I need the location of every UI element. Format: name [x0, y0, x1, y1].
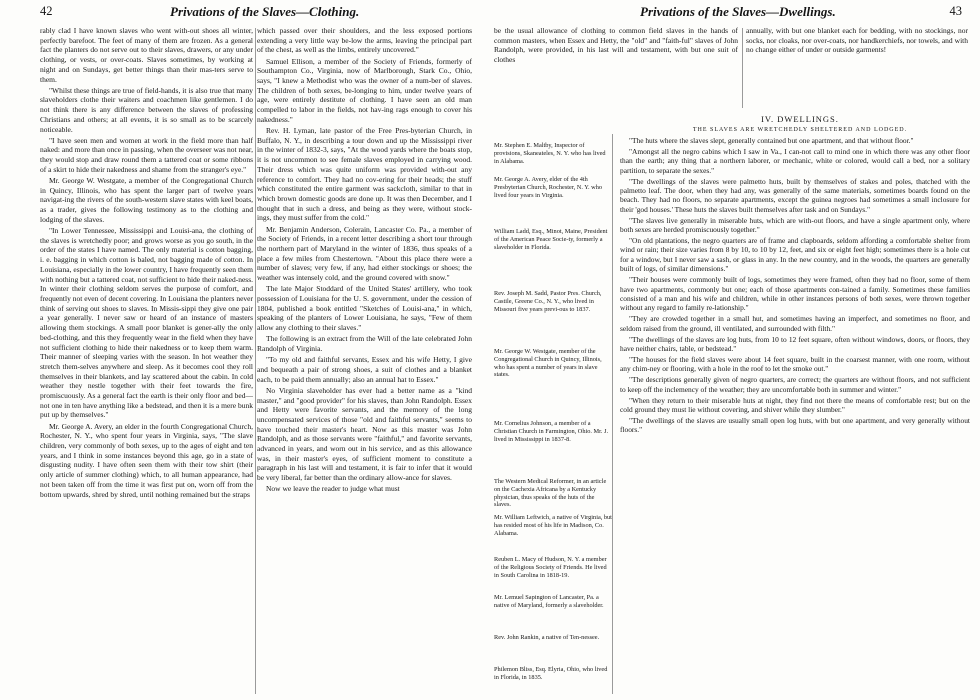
top-right-text [746, 26, 968, 55]
paragraph: "In Lower Tennessee, Mississippi and Louisi-ana, the clothing of the slaves is wretchedly poor; and grows worse as you go south, in the order of the states I have named. The only material is cotton bagging, i. e. bagging in which cotton is baled, not bagging made of cotton. In Louisiana, especially in the lower country, I have frequently seen them with nothing but a tattered coat, not sufficient to hide their naked-ness. In winter their clothing seldom serves the purpose of comfort, and frequently not even of decent covering. In Louisiana the planters never think of serving out shoes to slaves. In Missis-sippi they give one pair a year generally. I never saw or heard of an instance of masters allowing them stockings. A small poor blanket is gener-ally the only bed-clothing, and this they frequently wear in the field when they have not sufficient clothing to hide their nakedness or to keep them warm. Their manner of sleeping varies with the season. In hot weather they stretch them-selves anywhere and sleep. As it becomes cool they roll themselves in their blankets, and lay scattered about the cabin. In cold weather they nestle together with their feet towards the fire, promiscuously. As a general fact the earth is their only floor and bed—not one in ten have anything like a bedstead, and then it is a mere bunk put up by themselves." [40, 226, 253, 420]
paragraph: "The slaves live generally in miserable huts, which are with-out floors, and have a single apartment only, where both sexes are herded promiscuously together." [620, 215, 970, 235]
paragraph: "Their houses were commonly built of logs, sometimes they were framed, often they had no floor, some of them have two apartments, commonly but one; each of those apartments con-tained a family. Sometimes these families consisted of a man and his wife and children, while in other instances persons of both sexes, were thrown together without any regard to family re-lationship." [620, 275, 970, 313]
paragraph: "Whilst these things are true of field-hands, it is also true that many slaveholders clothe their waiters and coachmen like gentlemen. I do not think there is any difference between the slaves of professing Christians and others; at all events, it is so small as to be scarcely noticeable. [40, 85, 253, 134]
paragraph: The late Major Stoddard of the United States' artillery, who took possession of Louisiana for the U. S. government, under the cession of 1804, published a book entitled "Sketches of Louisi-ana," in which, speaking of the planters of Lower Louisiana, he says, "Few of them allow any clothing to their slaves." [257, 284, 472, 333]
side-note: Mr. Stephen E. Maltby, Inspector of provisions, Skaneateles, N. Y. who has lived in Alabama. [494, 142, 606, 165]
paragraph: "The dwellings of the slaves were palmetto huts, built by themselves of stakes and poles, thatched with the palmetto leaf. The door, when they had any, was generally of the same materials, sometimes boards found on the beach. They had no floors, no separate apartments, except the guinea negroes had sometimes a small inclosure for their 'god houses.' These huts the slaves built themselves after task and on Sundays." [620, 176, 970, 214]
paragraph: No Virginia slaveholder has ever had a better name as a "kind master," and "good provider" for his slaves, than John Randolph. Essex and Hetty were favorite servants, and the memory of the long uncompensated services of those "old and faithful servants," seems to have touched their master's heart. Now as this master was John Randolph, and as those servants were "faithful," and favorite servants, advanced in years, and worn out in his service, and as this allowance was, in their master's eyes, of sufficient moment to constitute a paragraph in his last will and testament, it is fair to infer that it would be very liberal, far better than the ordinary allow-ance for slaves. [257, 385, 472, 483]
paragraph: The following is an extract from the Will of the late celebrated John Randolph of Virginia. [257, 334, 472, 353]
paragraph: Mr. Benjamin Anderson, Colerain, Lancaster Co. Pa., a member of the Society of Friends, in a recent letter describing a short tour through the northern part of Maryland in the winter of 1836, thus speaks of a place a few miles from Chestertown. "About this place there were a number of slaves; very few, if any, had either stockings or shoes; the weather was intensely cold, and the ground covered with snow." [257, 224, 472, 283]
side-note: The Western Medical Reformer, in an article on the Cachexia Africana by a Kentucky physician, thus speaks of the huts of the slaves. [494, 478, 607, 509]
paragraph: "Amongst all the negro cabins which I saw in Va., I can-not call to mind one in which there was any other floor than the earth; any thing that a northern laborer, or mechanic, white or colored, would call a bed, nor a solitary partition, to separate the sexes." [620, 146, 970, 175]
right-page [490, 0, 980, 700]
right-running-title: Privations of the Slaves—Dwellings. [640, 4, 836, 19]
paragraph: "When they return to their miserable huts at night, they find not there the means of comfortable rest; but on the cold ground they must lie without covering, and shiver while they slumber." [620, 395, 970, 414]
paragraph: "The descriptions generally given of negro quarters, are correct; the quarters are without floors, and not sufficient to keep off the inclemency of the weather; they are uncomfortable both in summer and winter." [620, 375, 970, 394]
side-note: Rev. Joseph M. Sadd, Pastor Pres. Church, Castile, Greene Co., N. Y., who lived in Missouri five years previ-ous to 1837. [494, 290, 602, 313]
paragraph: be the usual allowance of clothing to common field slaves in the hands of common masters, when Essex and Hetty, the "old" and "faith-ful" slaves of John Randolph, were provided, in his last will and testament, with but one suit of clothes [494, 26, 738, 64]
side-note: William Ladd, Esq., Minot, Maine, President of the American Peace Socie-ty, formerly a slaveholder in Florida. [494, 228, 608, 251]
side-note: Reuben L. Macy of Hudson, N. Y. a member of the Religious Society of Friends. He lived in South Carolina in 1818-19. [494, 556, 607, 579]
side-note: Mr. George A. Avery, elder of the 4th Presbyterian Church, Rochester, N. Y. who lived four years in Virginia. [494, 176, 602, 199]
right-page-header [490, 4, 980, 22]
right-page-number: 43 [949, 4, 962, 18]
paragraph: "On old plantations, the negro quarters are of frame and clapboards, seldom affording a comfortable shelter from wind or rain; their size varies from 8 by 10, to 10 by 12, feet, and six or eight feet high; sometimes there is a hole cut for a window, but I never saw a sash, or glass in any. In the new country, and in the woods, the quarters are generally built of logs, of similar dimensions." [620, 236, 970, 274]
paragraph: "They are crowded together in a small hut, and sometimes having an imperfect, and sometimes no floor, and seldom raised from the ground, ill ventilated, and surrounded with filth." [620, 314, 970, 333]
dwellings-testimony-column [620, 136, 970, 694]
left-page-number: 42 [40, 4, 53, 18]
side-note: Mr. George W. Westgate, member of the Congregational Church in Quincy, Illinois, who has spent a number of years in slave states. [494, 348, 602, 379]
section-title: IV. DWELLINGS. [761, 114, 839, 124]
side-note: Mr. Lemuel Sapington of Lancaster, Pa. a native of Maryland, formerly a slaveholder. [494, 594, 604, 609]
paragraph: Rev. H. Lyman, late pastor of the Free Pres-byterian Church, in Buffalo, N. Y., in describing a tour down and up the Mississippi river in the winter of 1832-3, says, "At the wood yards where the boats stop, it is not uncommon to see female slaves employed in carrying wood. Their dress which was quite uniform was provided with-out any reference to comfort. They had no cov-ering for their heads; the stuff which constituted the entire garment was sackcloth, similar to that in which brown domestic goods are done up. It was then December, and I thought that in such a dress, and being as they were, without stock-ings, they must suffer from the cold." [257, 126, 472, 223]
top-left-text [494, 26, 738, 64]
side-note: Mr. Cornelius Johnson, a member of a Christian Church in Farmington, Ohio. Mr. J. lived in Mississippi in 1837-8. [494, 420, 609, 443]
paragraph: "The houses for the field slaves were about 14 feet square, built in the coarsest manner, with one room, without any chim-ney or flooring, with a hole in the roof to let the smoke out." [620, 354, 970, 374]
paragraph: Mr. George W. Westgate, a member of the Congregational Church in Quincy, Illinois, who has spent the larger part of twelve years navigat-ing the rivers of the south-western slave states with keel boats, as a trader, gives the following testimony as to the clothing and lodging of the slaves. [40, 176, 253, 224]
column-divider [255, 28, 256, 694]
paragraph: "To my old and faithful servants, Essex and his wife Hetty, I give and bequeath a pair of strong shoes, a suit of clothes and a blanket each, to be paid them annually; also an annual hat to Essex." [257, 355, 472, 384]
left-page-header [0, 4, 490, 22]
column-divider [742, 28, 743, 108]
left-column-1 [40, 26, 253, 694]
left-running-title: Privations of the Slaves—Clothing. [170, 4, 360, 19]
section-subtitle: THE SLAVES ARE WRETCHEDLY SHELTERED AND LODGED. [692, 127, 908, 133]
left-column-2 [257, 26, 472, 694]
paragraph: "The huts where the slaves slept, generally contained but one apartment, and that without floor." [629, 136, 914, 145]
paragraph: "The dwellings of the slaves are log huts, from 10 to 12 feet square, often without windows, doors, or floors, they have neither chairs, table, or bedstead." [620, 334, 970, 354]
column-divider [612, 134, 613, 694]
side-note: Rev. John Rankin, a native of Ten-nessee. [494, 634, 600, 641]
paragraph: Samuel Ellison, a member of the Society of Friends, formerly of Southampton Co., Virginia, now of Marlborough, Stark Co., Ohio, says, "I knew a Methodist who was the owner of a num-ber of slaves. The children of both sexes, be-longing to him, under twelve years of age, were entirely destitute of clothing. I have seen an old man compelled to labor in the fields, not hav-ing rags enough to cover his nakedness." [257, 56, 472, 124]
paragraph: Mr. George A. Avery, an elder in the fourth Congregational Church, Rochester, N. Y., who spent four years in Virginia, says, "The slave children, very commonly of both sexes, up to the ages of eight and ten years, and I think in some instances beyond this age, go in a state of disgusting nudity. I have often seen them with their tow shirt (their only article of summer clothing) which, to all human appearance, had not been taken off from the time it was first put on, worn off from the bottom upwards, shred by shred, until nothing remained but the straps [40, 421, 253, 499]
side-note: Mr. William Leftwich, a native of Virginia, but has resided most of his life in Madison, Co. Alabama. [494, 514, 612, 537]
paragraph: rably clad I have known slaves who went with-out shoes all winter, perfectly barefoot. The feet of many of them are frozen. As a general fact the planters do not serve out to their slaves, drawers, or any under clothing, or vests, or over-coats. Slaves sometimes, by working at night and on Sundays, get better things than their mas-ters serve to them. [40, 26, 253, 84]
paragraph: "The dwellings of the slaves are usually small open log huts, with but one apartment, and very generally without floors." [620, 415, 970, 435]
paragraph: "I have seen men and women at work in the field more than half naked: and more than once in passing, when the overseer was not near, they would stop and draw round them a tattered coat or some ribbons of a skirt to hide their nakedness and shame from the stranger's eye." [40, 135, 253, 174]
paragraph: annually, with but one blanket each for bedding, with no stockings, nor socks, nor cloaks, nor over-coats, nor handkerchiefs, nor towels, and with no change either of under or outside garments! [746, 26, 968, 55]
paragraph: Now we leave the reader to judge what must [266, 484, 400, 494]
side-note: Philemon Bliss, Esq. Elyria, Ohio, who lived in Florida, in 1835. [494, 666, 608, 681]
paragraph: which passed over their shoulders, and the less exposed portions extending a very little way be-low the arms, leaving the principal part of the chest, as well as the limbs, entirely uncovered." [257, 26, 472, 55]
